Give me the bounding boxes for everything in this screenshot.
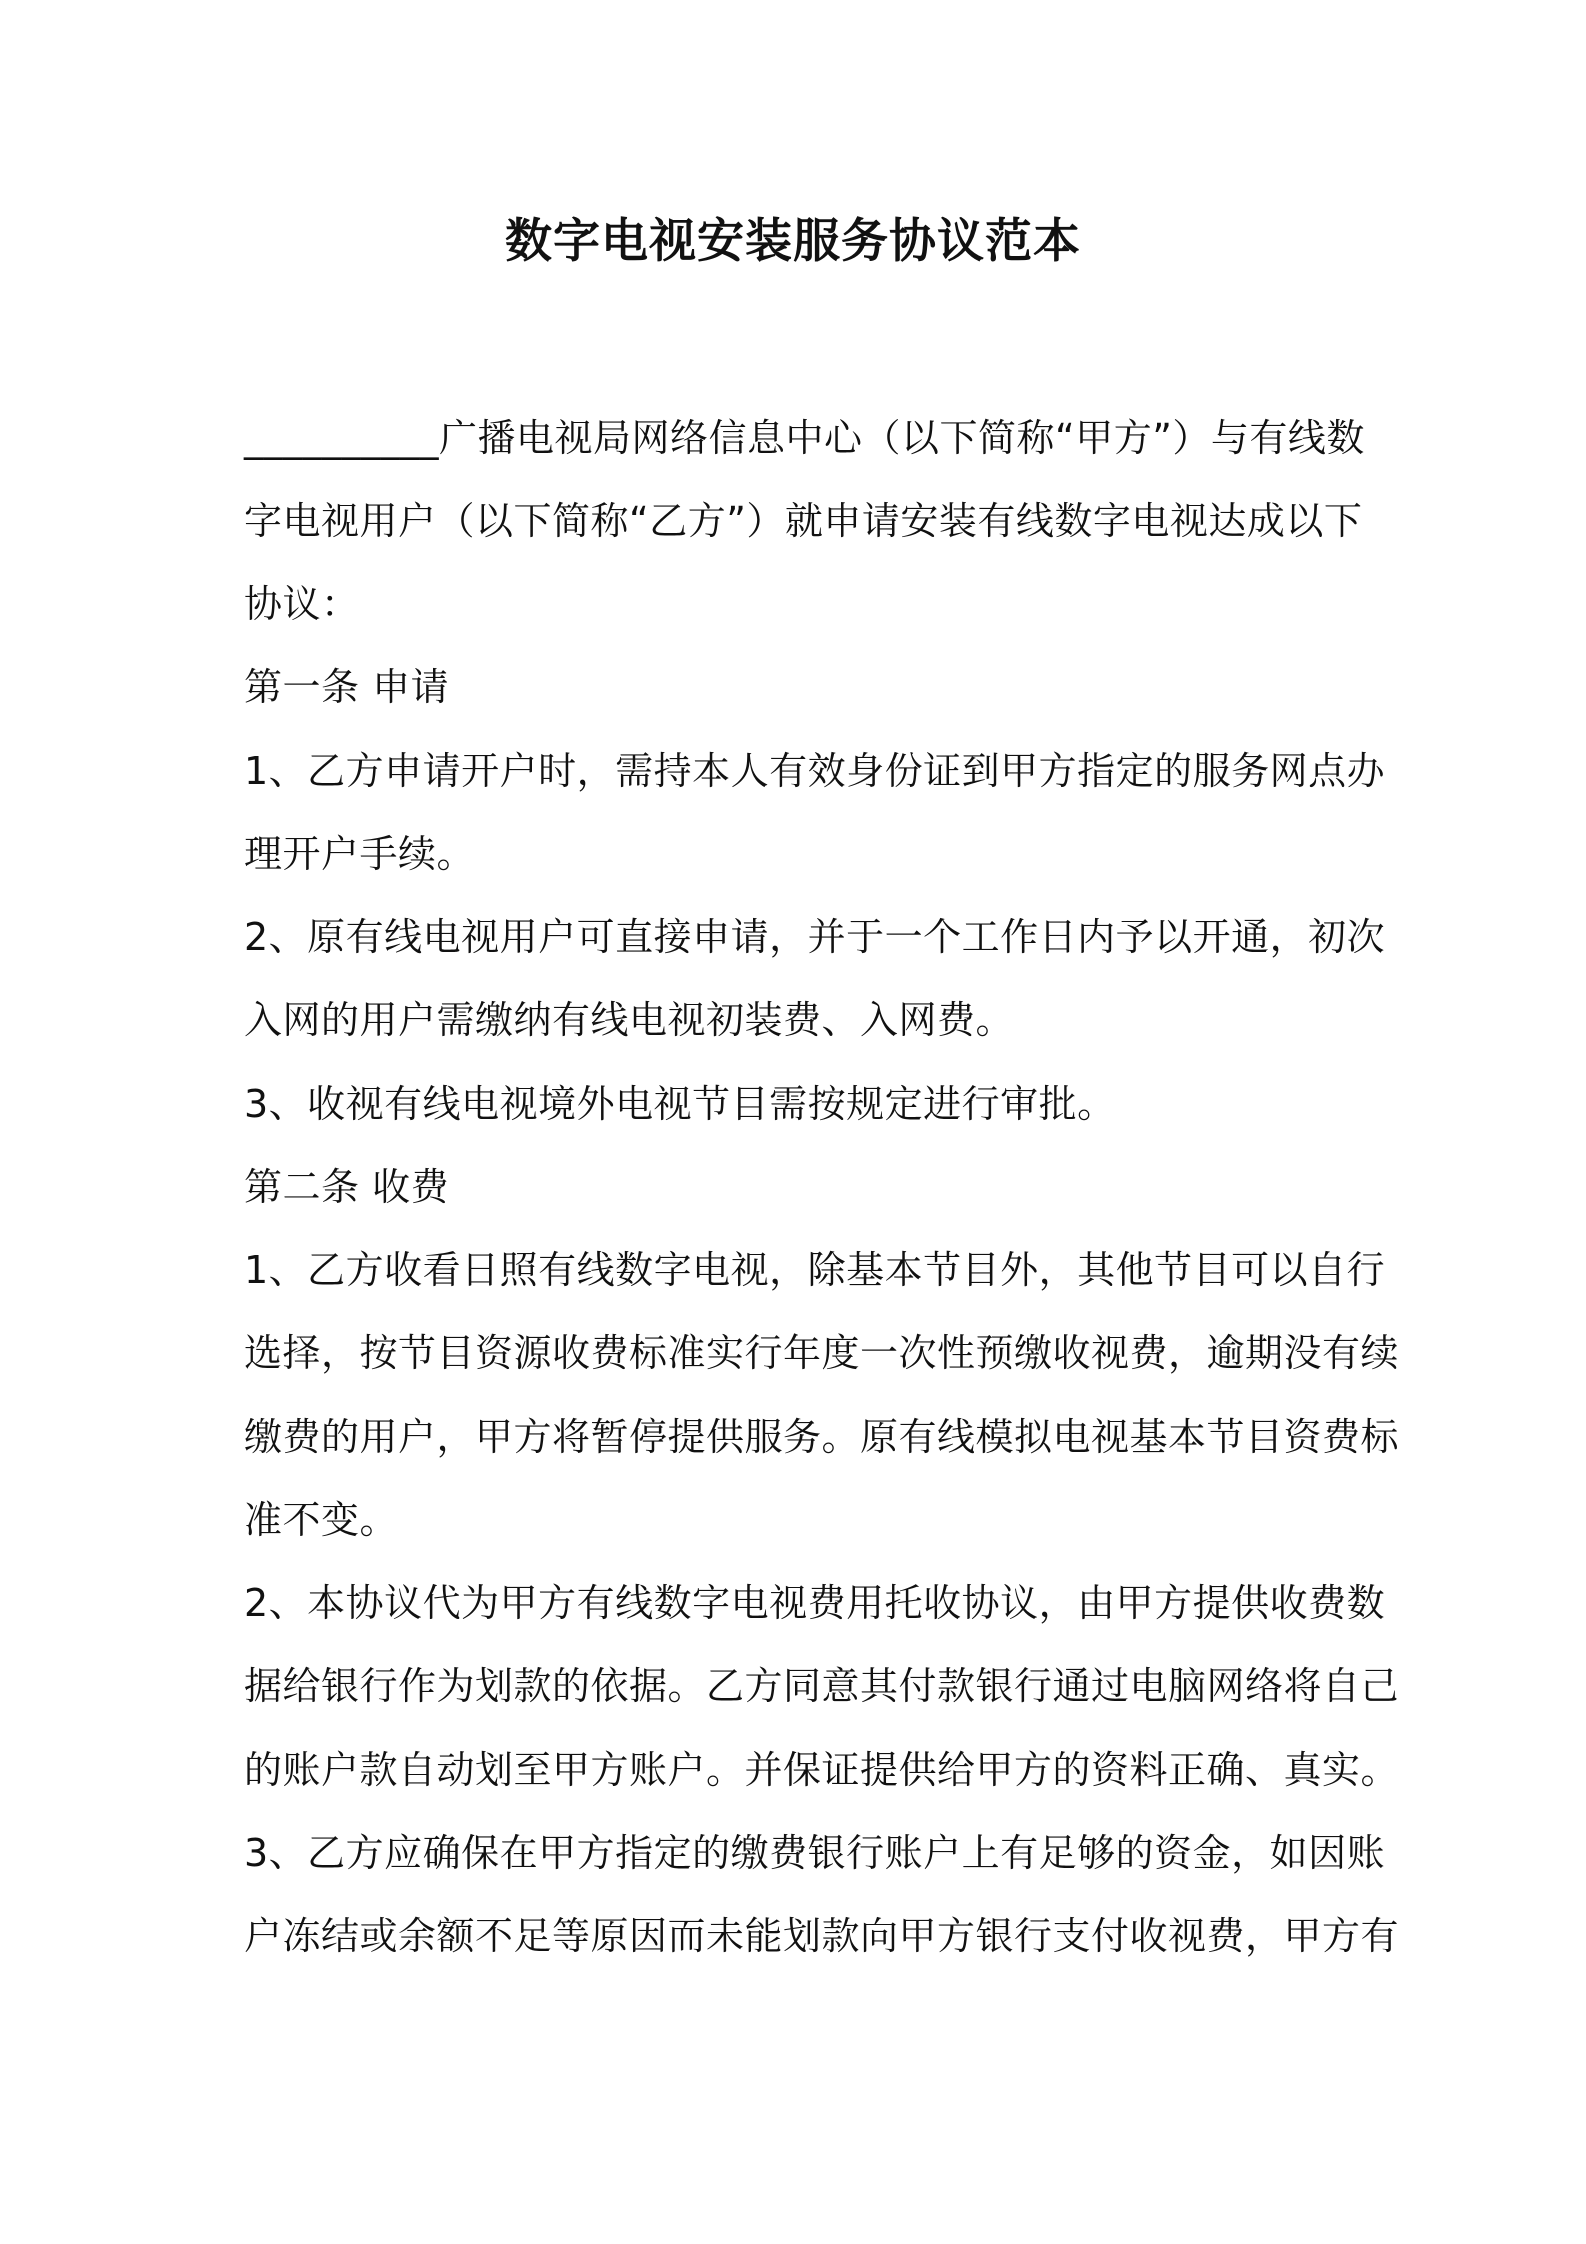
paragraph-line: 3、乙方应确保在甲方指定的缴费银行账户上有足够的资金，如因账 (244, 1831, 1386, 1875)
paragraph-line: 1、乙方申请开户时，需持本人有效身份证到甲方指定的服务网点办 (244, 749, 1386, 793)
document-title: 数字电视安装服务协议范本 (505, 214, 1081, 269)
paragraph-line: 2、本协议代为甲方有线数字电视费用托收协议，由甲方提供收费数 (244, 1581, 1386, 1625)
paragraph-line: 户冻结或余额不足等原因而未能划款向甲方银行支付收视费，甲方有 (244, 1914, 1400, 1958)
paragraph-line: 的账户款自动划至甲方账户。并保证提供给甲方的资料正确、真实。 (244, 1748, 1400, 1792)
paragraph-line: 协议： (244, 582, 360, 626)
paragraph-line: 字电视用户（以下简称“乙方”）就申请安装有线数字电视达成以下 (244, 499, 1363, 543)
paragraph-line: 理开户手续。 (244, 832, 476, 876)
paragraph-line: 据给银行作为划款的依据。乙方同意其付款银行通过电脑网络将自己 (244, 1664, 1400, 1708)
paragraph-line: __________广播电视局网络信息中心（以下简称“甲方”）与有线数 (244, 416, 1365, 460)
section-heading: 第二条 收费 (244, 1165, 450, 1209)
paragraph-line: 选择，按节目资源收费标准实行年度一次性预缴收视费，逾期没有续 (244, 1331, 1400, 1375)
paragraph-line: 入网的用户需缴纳有线电视初装费、入网费。 (244, 998, 1015, 1042)
paragraph-line: 2、原有线电视用户可直接申请，并于一个工作日内予以开通，初次 (244, 915, 1386, 959)
section-heading: 第一条 申请 (244, 665, 450, 709)
paragraph-line: 3、收视有线电视境外电视节目需按规定进行审批。 (244, 1082, 1116, 1126)
paragraph-line: 缴费的用户，甲方将暂停提供服务。原有线模拟电视基本节目资费标 (244, 1415, 1400, 1459)
paragraph-line: 准不变。 (244, 1498, 399, 1542)
paragraph-line: 1、乙方收看日照有线数字电视，除基本节目外，其他节目可以自行 (244, 1248, 1386, 1292)
